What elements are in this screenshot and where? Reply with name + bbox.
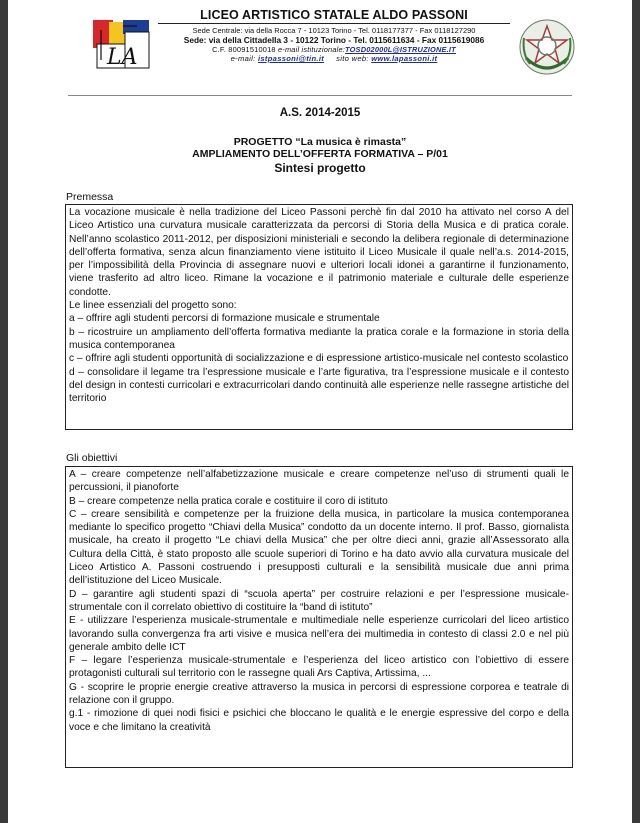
program-title: AMPLIAMENTO DELL’OFFERTA FORMATIVA – P/01: [192, 148, 448, 160]
objective-item: A – creare competenze nell’alfabetizzazione musicale e creare competenze nel’uso di strumenti quali le percussioni, il pianoforte: [69, 469, 569, 494]
objective-item: D – garantire agli studenti spazi di “scuola aperta” per costruire relazioni e per l’espressione musicale-strumentale con il correlato obiettivo di costituire la “band di istituto”: [69, 588, 569, 613]
pec-email-link[interactable]: TOSD02000L@ISTRUZIONE.IT: [345, 45, 456, 54]
document-page: [8, 0, 632, 823]
obiettivi-box: [65, 466, 573, 768]
contact-line: e-mail: istpassoni@tin.it sito web: www.lapassoni.it: [230, 54, 438, 63]
premessa-box: [65, 204, 573, 430]
premessa-label: Premessa: [66, 191, 114, 203]
main-office-address: Sede Centrale: via della Rocca 7 - 10123 Torino - Tel. 0118177377 - Fax 0118127290: [192, 26, 476, 35]
premessa-paragraph: Le linee essenziali del progetto sono:: [69, 300, 237, 312]
objective-item: C – creare sensibilità e competenze per la fruizione della musica, in particolare la musica contemporanea mediante lo specifico progetto “Chiavi della Musica” condotto da un docente interno. Il prof. Basso, giornalista musicale, ha creato il progetto “Le chiavi della Musica” che per oltre dieci anni, grazie all’Assessorato alla Cultura della Città, è stato proposto alle scuole superiori di Torino e ha dato avvio alla curvatura musicale del Liceo Artistico A. Passoni costruendo i presupposti culturali e la sensibilità musicale due anni prima dell’istituzione del Liceo Musicale.: [69, 508, 569, 587]
premessa-list-item: b – ricostruire un ampliamento dell’offerta formativa mediante la pratica corale e la formazione in storia della musica contemporanea: [69, 326, 569, 351]
branch-address: Sede: via della Cittadella 3 - 10122 Torino - Tel. 0115611634 - Fax 0115619086: [183, 35, 485, 45]
objective-item: B – creare competenze nella pratica corale e costituire il coro di istituto: [69, 495, 388, 507]
school-logo: [93, 20, 151, 70]
premessa-list-item: a – offrire agli studenti percorsi di formazione musicale e strumentale: [69, 313, 380, 325]
email-link[interactable]: istpassoni@tin.it: [257, 54, 325, 63]
premessa-list-item: c – offrire agli studenti opportunità di socializzazione e di espressione artistico-musicale nel contesto scolastico: [69, 353, 569, 365]
letterhead: [158, 8, 510, 63]
objective-item: E - utilizzare l’esperienza musicale-strumentale e multimediale nelle esperienze curricolari del liceo artistico lavorando sulla convergenza fra arti visive e musica nell’era dei multimedia in contesto di classi 2.0 e nel più generale ambito delle ICT: [69, 615, 569, 653]
summary-heading: Sintesi progetto: [274, 161, 366, 175]
school-year-heading: A.S. 2014-2015: [279, 107, 361, 119]
project-heading: [8, 136, 632, 160]
republic-emblem-icon: [518, 18, 576, 76]
objective-item: F – legare l’esperienza musicale-strumentale e l’esperienza del liceo artistico con l’obiettivo di essere protagonisti culturali sul territorio con le rassegne quali Ars Captiva, Artissima, ...: [69, 655, 569, 680]
website-link[interactable]: www.lapassoni.it: [371, 54, 438, 63]
obiettivi-label: Gli obiettivi: [66, 452, 118, 464]
premessa-paragraph: La vocazione musicale è nella tradizione del Liceo Passoni perchè fin dal 2010 ha attivato nel corso A del Liceo Artistico una curvatura musicale caratterizzata da percorsi di Storia della Musica e di pratica corale. Nell’anno scolastico 2011-2012, per disposizioni ministeriali e secondo la delibera regionale di determinazione dell’offerta formativa, senza alcun finanziamento viene istituito il Liceo Musicale il quale nell’a.s. 2014-2015, per l’impossibilità della Provincia di assegnare nuovi e ulteriori locali idonei a garantirne il funzionamento, viene trasferito ad altro liceo. Rimane la vocazione e il patrimonio materiale e culturale delle esperienze condotte.: [69, 207, 569, 298]
school-name: LICEO ARTISTICO STATALE ALDO PASSONI: [200, 8, 468, 22]
premessa-list-item: d – consolidare il legame tra l’espressione musicale e l’arte figurativa, tra l’espressione musicale e il contesto del design in contesti curricolari e extracurricolari dando continuità alle esperienze nelle rassegne artistiche del territorio: [69, 366, 569, 405]
project-title: PROGETTO “La musica è rimasta”: [233, 136, 407, 148]
svg-text:LA: LA: [107, 45, 138, 70]
objective-item: G - scoprire le proprie energie creative attraverso la musica in percorsi di espressione corporea e teatrale di relazione con il gruppo.: [69, 681, 569, 707]
tax-and-pec-line: C.F. 80091510018 e-mail istituzionale:TOSD02000L@ISTRUZIONE.IT: [212, 45, 456, 54]
header-divider: [68, 95, 572, 96]
objective-item: g.1 - rimozione di quei nodi fisici e psichici che bloccano le qualità e le energie espressive del corpo e della voce e che limitano la creatività: [69, 708, 569, 733]
